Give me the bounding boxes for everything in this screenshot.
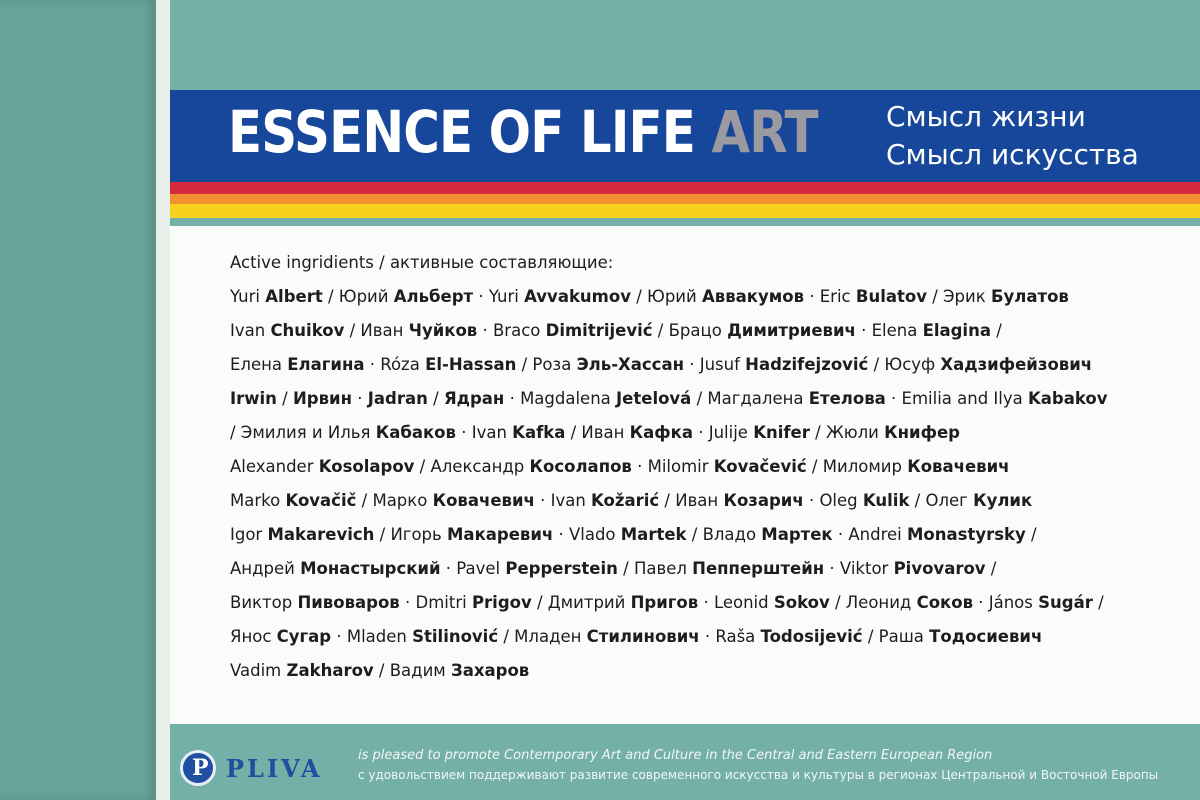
artist-surname: Ковачевич	[907, 457, 1010, 476]
artist-surname: Makarevich	[267, 525, 375, 544]
artist-line	[230, 552, 1190, 586]
artist-line	[230, 518, 1190, 552]
artist-text: ·	[352, 389, 368, 408]
artist-text: / Брацо	[652, 321, 728, 340]
artist-text: / Вадим	[373, 661, 451, 680]
artist-surname: Pivovarov	[893, 559, 986, 578]
artist-surname: Zakharov	[286, 661, 374, 680]
artist-line	[230, 654, 1190, 688]
artist-text: Igor	[230, 525, 268, 544]
artist-text: · Andrei	[832, 525, 907, 544]
artist-surname: Козарич	[723, 491, 804, 510]
artist-surname: Аввакумов	[702, 287, 805, 306]
artist-surname: Чуйков	[408, 321, 478, 340]
artist-text: · Vlado	[553, 525, 621, 544]
artist-surname: Knifer	[753, 423, 810, 442]
artist-text: /	[276, 389, 293, 408]
artist-text: · Julije	[692, 423, 754, 442]
spine-edge	[156, 0, 170, 800]
artist-surname: Ядран	[443, 389, 505, 408]
artist-surname: Мартек	[761, 525, 833, 544]
artist-surname: Sokov	[773, 593, 830, 612]
artist-text: Елена	[230, 355, 288, 374]
artist-surname: Пивоваров	[297, 593, 400, 612]
artist-lines	[230, 280, 1190, 688]
artist-surname: Ковачевич	[432, 491, 535, 510]
artist-surname: Hadzifejzović	[745, 355, 869, 374]
artist-text: · Ivan	[534, 491, 592, 510]
artist-text: · Ivan	[455, 423, 513, 442]
artist-text: · Elena	[855, 321, 923, 340]
artist-surname: Кулик	[973, 491, 1033, 510]
artist-text: /	[427, 389, 444, 408]
artist-surname: Sugár	[1038, 593, 1093, 612]
artist-surname: Irwin	[230, 389, 277, 408]
artist-surname: Елагина	[287, 355, 365, 374]
artist-text: / Александр	[414, 457, 530, 476]
promo-text-russian: с удовольствием поддерживают развитие современного искусства и культуры в регионах Центральной и Восточной Европы	[358, 768, 1159, 782]
artist-surname: Ирвин	[292, 389, 353, 408]
artist-text: /	[1025, 525, 1037, 544]
artist-surname: Сугар	[276, 627, 332, 646]
artist-surname: Пепперштейн	[692, 559, 825, 578]
artist-text: · Oleg	[803, 491, 863, 510]
artist-surname: Pepperstein	[505, 559, 618, 578]
artist-surname: Книфер	[884, 423, 960, 442]
artist-surname: Bulatov	[855, 287, 927, 306]
artist-text: · Róza	[364, 355, 426, 374]
artist-surname: Kožarić	[591, 491, 660, 510]
artist-surname: Jadran	[367, 389, 428, 408]
artist-surname: Kosolapov	[318, 457, 415, 476]
artist-surname: Захаров	[451, 661, 530, 680]
artist-surname: El-Hassan	[425, 355, 517, 374]
top-teal-band	[170, 0, 1200, 90]
artist-surname: Kulik	[862, 491, 910, 510]
stripe-red	[170, 182, 1200, 194]
title-english	[228, 98, 818, 166]
artist-text: · Milomir	[631, 457, 714, 476]
artist-text: · Emilia and Ilya	[885, 389, 1028, 408]
artist-text: Ivan	[230, 321, 271, 340]
artist-line	[230, 314, 1190, 348]
artist-text: / Иван	[659, 491, 724, 510]
artist-text: · Viktor	[824, 559, 894, 578]
artist-text: / Юрий	[630, 287, 702, 306]
artist-text: / Леонид	[829, 593, 917, 612]
artist-surname: Dimitrijević	[545, 321, 653, 340]
artist-text: / Младен	[498, 627, 587, 646]
artist-text: / Марко	[356, 491, 433, 510]
artist-text: / Олег	[909, 491, 974, 510]
artist-line	[230, 280, 1190, 314]
stripe-orange	[170, 194, 1200, 204]
artist-text: Андрей	[230, 559, 301, 578]
artist-text: / Юсуф	[868, 355, 941, 374]
artist-surname: Todosijević	[760, 627, 863, 646]
artist-list	[230, 246, 1190, 688]
ingredients-heading: Active ingridients / активные составляющие:	[230, 253, 614, 272]
artist-text: · Magdalena	[504, 389, 617, 408]
artist-surname: Стилинович	[586, 627, 700, 646]
artist-text: · Raša	[699, 627, 761, 646]
artist-line	[230, 450, 1190, 484]
artist-surname: Кафка	[629, 423, 693, 442]
artist-text: · Dmitri	[399, 593, 472, 612]
artist-text: / Игорь	[374, 525, 448, 544]
artist-text: · Yuri	[473, 287, 525, 306]
artist-text: · Pavel	[440, 559, 506, 578]
artist-surname: Prigov	[471, 593, 532, 612]
artist-text: Alexander	[230, 457, 319, 476]
artist-surname: Етелова	[808, 389, 886, 408]
stripe-yellow	[170, 204, 1200, 218]
artist-text: Виктор	[230, 593, 298, 612]
booklet-spine	[0, 0, 156, 800]
artist-text: / Владо	[686, 525, 762, 544]
artist-surname: Хадзифейзович	[940, 355, 1093, 374]
artist-text: Marko	[230, 491, 286, 510]
promo-text-english: is pleased to promote Contemporary Art and Culture in the Central and Eastern European Region	[358, 748, 993, 763]
artist-text: / Миломир	[806, 457, 908, 476]
title-essence-of-life: ESSENCE OF LIFE	[228, 98, 712, 166]
artist-text: · Jusuf	[684, 355, 746, 374]
artist-text: / Иван	[344, 321, 409, 340]
artist-surname: Kovačević	[713, 457, 807, 476]
artist-line	[230, 382, 1190, 416]
artist-surname: Kafka	[512, 423, 566, 442]
stripe-teal	[170, 218, 1200, 226]
artist-surname: Kovačič	[285, 491, 357, 510]
artist-surname: Соков	[916, 593, 974, 612]
artist-surname: Булатов	[990, 287, 1069, 306]
artist-surname: Пригов	[630, 593, 699, 612]
artist-text: · Eric	[804, 287, 856, 306]
artist-text: / Магдалена	[691, 389, 809, 408]
artist-text: / Жюли	[809, 423, 885, 442]
artist-line	[230, 484, 1190, 518]
artist-surname: Эль-Хассан	[576, 355, 684, 374]
pliva-logo-text: PLIVA	[226, 754, 323, 783]
artist-surname: Косолапов	[529, 457, 632, 476]
pliva-logo-icon	[180, 750, 216, 786]
title-banner	[170, 90, 1200, 182]
artist-text: Vadim	[230, 661, 287, 680]
artist-text: · Braco	[477, 321, 546, 340]
title-russian	[886, 98, 1139, 174]
artist-surname: Димитриевич	[727, 321, 856, 340]
title-art: ART	[711, 98, 818, 166]
artist-surname: Stilinović	[412, 627, 499, 646]
artist-surname: Тодосиевич	[929, 627, 1043, 646]
artist-text: · Leonid	[698, 593, 774, 612]
artist-text: Янос	[230, 627, 277, 646]
artist-line	[230, 620, 1190, 654]
artist-surname: Chuikov	[270, 321, 345, 340]
booklet-cover	[170, 0, 1200, 800]
artist-surname: Elagina	[922, 321, 991, 340]
artist-text: Yuri	[230, 287, 266, 306]
title-russian-line-2: Смысл искусства	[886, 138, 1139, 171]
artist-text: /	[990, 321, 1002, 340]
sponsor-footer	[170, 724, 1200, 800]
artist-text: / Павел	[617, 559, 693, 578]
artist-surname: Макаревич	[447, 525, 554, 544]
artist-surname: Albert	[265, 287, 323, 306]
artist-line	[230, 586, 1190, 620]
artist-surname: Кабаков	[375, 423, 456, 442]
artist-text: /	[985, 559, 997, 578]
artist-text: · Mladen	[331, 627, 413, 646]
artist-text: / Иван	[565, 423, 630, 442]
artist-line	[230, 348, 1190, 382]
artist-surname: Монастырский	[300, 559, 441, 578]
artist-surname: Martek	[620, 525, 687, 544]
artist-text: / Дмитрий	[531, 593, 631, 612]
artist-surname: Avvakumov	[524, 287, 631, 306]
artist-text: / Эмилия и Илья	[230, 423, 376, 442]
artist-text: / Эрик	[926, 287, 991, 306]
artist-surname: Jetelová	[616, 389, 692, 408]
title-russian-line-1: Смысл жизни	[886, 100, 1086, 133]
artist-surname: Monastyrsky	[906, 525, 1026, 544]
artist-text: / Роза	[516, 355, 577, 374]
artist-text: / Юрий	[322, 287, 394, 306]
artist-text: · János	[973, 593, 1039, 612]
artist-text: / Раша	[862, 627, 930, 646]
artist-surname: Альберт	[393, 287, 474, 306]
artist-surname: Kabakov	[1028, 389, 1108, 408]
artist-line	[230, 416, 1190, 450]
artist-text: /	[1092, 593, 1104, 612]
